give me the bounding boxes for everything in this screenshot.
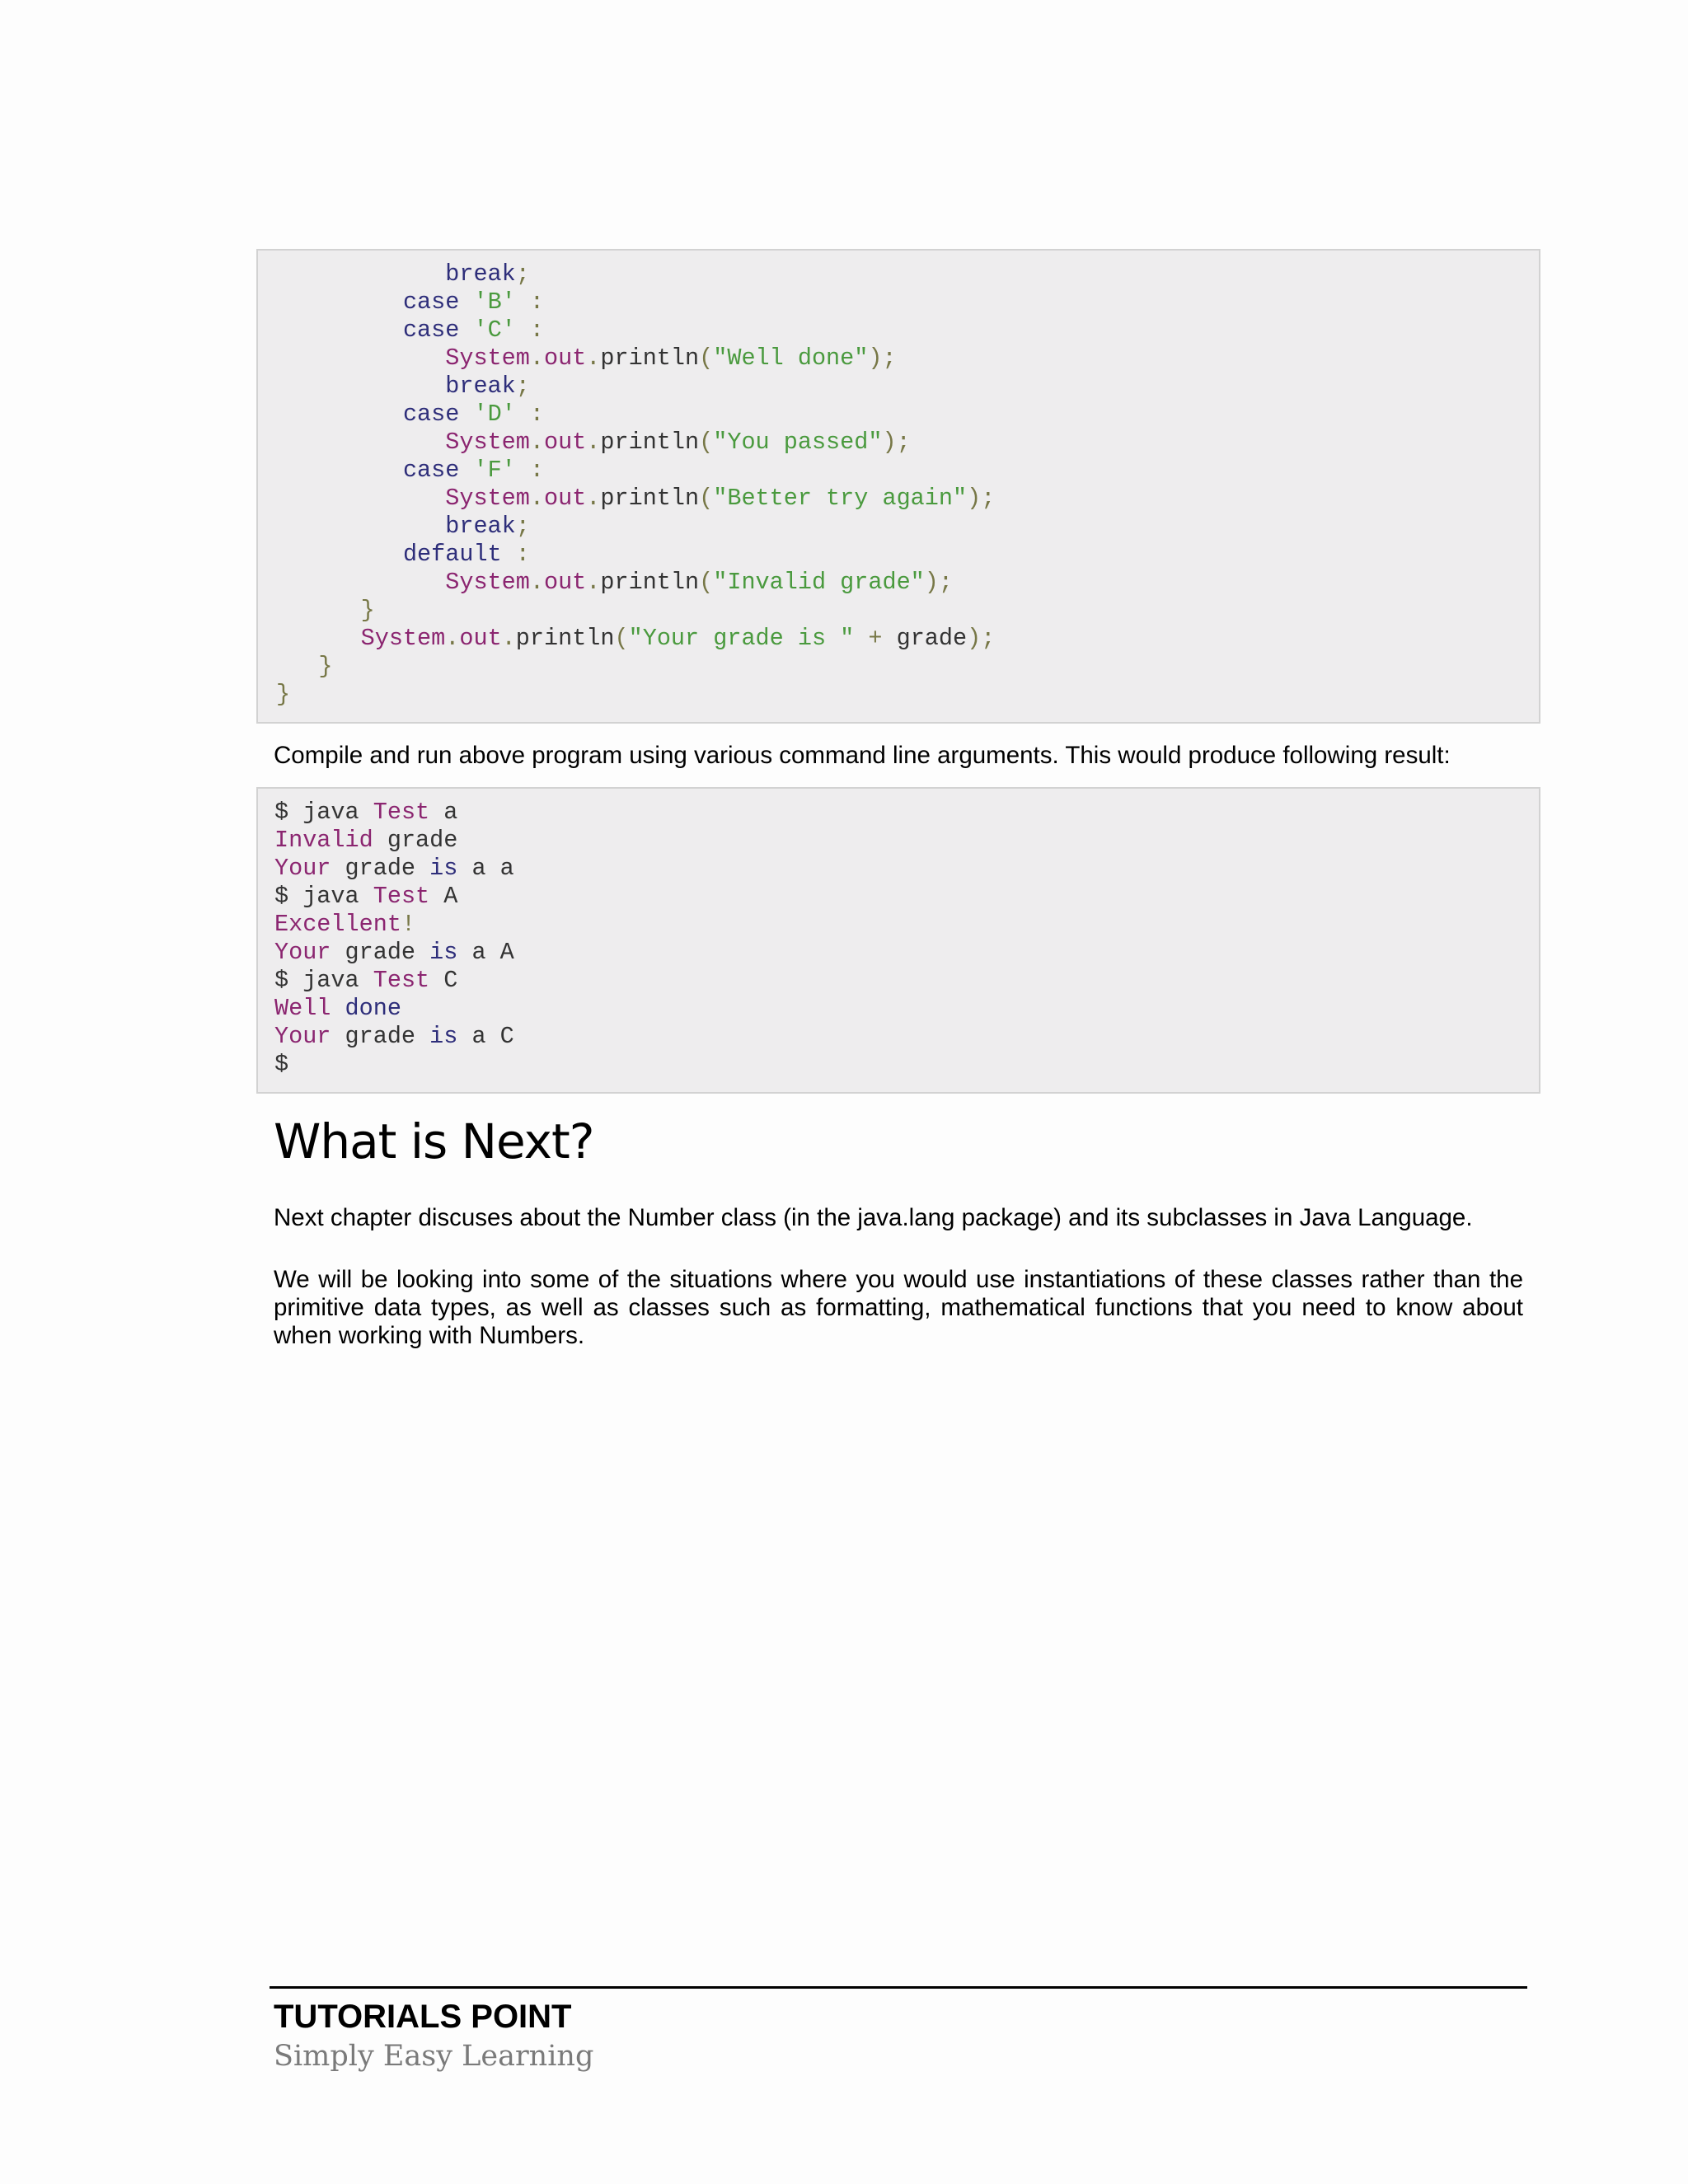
code-token: );: [882, 429, 911, 456]
code-token: is: [429, 1023, 458, 1050]
code-token: !: [401, 911, 416, 938]
code-token: (: [699, 569, 714, 596]
code-token: grade: [331, 1023, 430, 1050]
code-token: Test: [373, 967, 430, 994]
code-token: Test: [373, 799, 430, 826]
code-token: out: [543, 429, 587, 456]
code-token: [276, 344, 445, 372]
code-line: [276, 569, 1539, 597]
code-token: 'F': [473, 457, 516, 484]
code-token: println: [600, 344, 700, 372]
code-line: [276, 625, 1539, 653]
code-line: [276, 288, 1539, 316]
code-token: 'D': [473, 401, 516, 428]
code-token: println: [600, 485, 700, 512]
code-token: println: [515, 625, 615, 652]
code-token: grade: [896, 625, 968, 652]
code-token: "Invalid grade": [713, 569, 925, 596]
code-token: :: [501, 541, 530, 568]
paragraph-number-class: Next chapter discuses about the Number class (in the java.lang package) and its subclasses in Java Language.: [274, 1204, 1473, 1231]
code-token: Your: [274, 939, 331, 966]
code-token: .: [501, 625, 516, 652]
code-token: [331, 995, 345, 1022]
code-token: System: [445, 344, 530, 372]
code-token: break: [445, 373, 516, 400]
code-token: case: [402, 316, 460, 344]
code-line: [274, 967, 1539, 995]
footer-divider: [270, 1986, 1527, 1989]
code-line: [276, 429, 1539, 457]
code-token: Test: [373, 883, 430, 910]
code-token: :: [515, 288, 544, 316]
code-token: [276, 541, 403, 568]
code-token: [276, 457, 403, 484]
code-token: $ java: [274, 883, 373, 910]
code-token: Well: [274, 995, 331, 1022]
code-token: .: [445, 625, 460, 652]
code-token: break: [445, 513, 516, 540]
code-token: grade: [331, 939, 430, 966]
code-token: );: [924, 569, 953, 596]
code-token: grade: [331, 855, 430, 882]
code-line: [276, 653, 1539, 681]
code-token: (: [699, 429, 714, 456]
code-line: [274, 827, 1539, 855]
code-token: +: [854, 625, 897, 652]
code-token: out: [543, 344, 587, 372]
code-line: [276, 373, 1539, 401]
code-token: [276, 288, 403, 316]
code-token: System: [445, 569, 530, 596]
code-token: Your: [274, 1023, 331, 1050]
code-token: [276, 373, 445, 400]
code-token: .: [529, 485, 544, 512]
code-token: (: [699, 485, 714, 512]
code-token: );: [967, 485, 996, 512]
code-token: Excellent: [274, 911, 401, 938]
code-line: [276, 681, 1539, 709]
code-line: [274, 799, 1539, 827]
code-token: );: [967, 625, 996, 652]
code-token: is: [429, 855, 458, 882]
code-token: );: [868, 344, 897, 372]
code-token: break: [445, 260, 516, 288]
code-line: [276, 260, 1539, 288]
code-token: [276, 569, 445, 596]
code-token: [459, 457, 473, 484]
code-token: "Better try again": [713, 485, 968, 512]
code-token: $ java: [274, 967, 373, 994]
code-line: [274, 911, 1539, 939]
code-line: [274, 995, 1539, 1023]
code-token: a C: [457, 1023, 514, 1050]
code-token: [276, 260, 445, 288]
code-token: println: [600, 569, 700, 596]
code-token: $ java: [274, 799, 373, 826]
code-token: (: [614, 625, 629, 652]
code-token: out: [459, 625, 502, 652]
code-token: .: [529, 429, 544, 456]
code-token: .: [586, 485, 601, 512]
code-token: [459, 316, 473, 344]
code-token: a: [429, 799, 458, 826]
code-token: :: [515, 401, 544, 428]
code-line: [276, 597, 1539, 625]
code-line: [274, 939, 1539, 967]
code-token: [276, 513, 445, 540]
output-listing: [256, 787, 1540, 1094]
code-token: case: [402, 401, 460, 428]
code-token: is: [429, 939, 458, 966]
code-listing: [256, 249, 1540, 724]
footer-tagline: Simply Easy Learning: [274, 2040, 594, 2073]
code-token: :: [515, 316, 544, 344]
code-token: System: [445, 429, 530, 456]
code-token: [276, 653, 318, 680]
code-token: Invalid: [274, 827, 373, 854]
code-token: "You passed": [713, 429, 883, 456]
code-token: .: [586, 429, 601, 456]
code-token: [276, 597, 361, 624]
code-token: done: [345, 995, 401, 1022]
code-line: [274, 1023, 1539, 1051]
code-token: }: [276, 681, 291, 708]
code-line: [276, 541, 1539, 569]
code-token: [276, 316, 403, 344]
intro-text: Compile and run above program using various command line arguments. This would produce following result:: [274, 742, 1451, 769]
code-token: case: [402, 457, 460, 484]
code-token: ;: [515, 260, 530, 288]
code-token: [276, 401, 403, 428]
code-token: 'B': [473, 288, 516, 316]
code-line: [274, 855, 1539, 883]
code-token: :: [515, 457, 544, 484]
code-token: a A: [457, 939, 514, 966]
code-token: default: [402, 541, 502, 568]
code-token: "Your grade is ": [628, 625, 855, 652]
code-token: [276, 485, 445, 512]
code-token: grade: [373, 827, 458, 854]
code-token: System: [445, 485, 530, 512]
code-line: [274, 883, 1539, 911]
code-token: .: [529, 344, 544, 372]
code-line: [276, 457, 1539, 485]
code-token: C: [429, 967, 458, 994]
code-token: case: [402, 288, 460, 316]
code-token: .: [529, 569, 544, 596]
paragraph-instantiations: We will be looking into some of the situations where you would use instantiations of these classes rather than the primitive data types, as well as classes such as formatting, mathematical functions that you need to know about when working with Numbers.: [274, 1266, 1523, 1349]
code-token: [276, 625, 361, 652]
code-token: println: [600, 429, 700, 456]
code-line: [276, 344, 1539, 373]
code-token: [459, 401, 473, 428]
code-token: out: [543, 485, 587, 512]
footer-brand: TUTORIALS POINT: [274, 1999, 572, 2035]
code-token: }: [318, 653, 333, 680]
code-line: [276, 401, 1539, 429]
code-token: A: [429, 883, 458, 910]
code-token: Your: [274, 855, 331, 882]
code-token: out: [543, 569, 587, 596]
code-line: [274, 1051, 1539, 1079]
code-token: a a: [457, 855, 514, 882]
code-token: "Well done": [713, 344, 869, 372]
code-token: .: [586, 569, 601, 596]
code-token: .: [586, 344, 601, 372]
code-token: }: [360, 597, 375, 624]
code-token: ;: [515, 513, 530, 540]
code-line: [276, 485, 1539, 513]
code-token: 'C': [473, 316, 516, 344]
code-token: [276, 429, 445, 456]
section-heading: What is Next?: [274, 1113, 594, 1169]
code-token: (: [699, 344, 714, 372]
code-line: [276, 513, 1539, 541]
code-line: [276, 316, 1539, 344]
code-token: [459, 288, 473, 316]
code-token: ;: [515, 373, 530, 400]
code-token: System: [360, 625, 446, 652]
code-token: $: [274, 1051, 289, 1078]
